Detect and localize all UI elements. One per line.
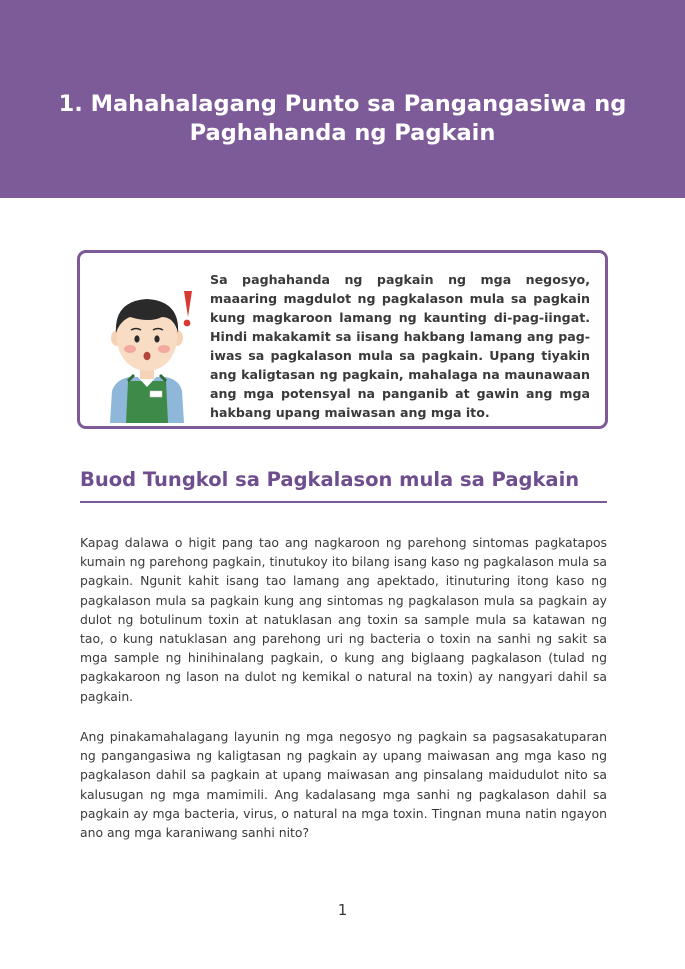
section-divider bbox=[80, 501, 607, 503]
intro-callout-text: Sa paghahanda ng pagkain ng mga negosyo, maaaring magdulot ng pagkalason mula sa pagkain kung magkaroon lamang ng kaunting di-pag-iingat. Hindi makakamit sa iisang hakbang lamang ang pag-iwas sa pagkalason mula sa pagkain. Upang tiyakin ang kaligtasan ng pagkain, mahalaga na maunawaan ang mga potensyal na panganib at gawin ang mga hakbang upang maiwasan ang mga ito. bbox=[210, 272, 590, 420]
page-number: 1 bbox=[337, 901, 348, 919]
worried-worker-illustration bbox=[100, 283, 195, 423]
header-banner bbox=[0, 0, 685, 198]
page-title: 1. Mahahalagang Punto sa Pangangasiwa ng Paghahanda ng Pagkain bbox=[58, 91, 627, 146]
body-paragraph-1: Kapag dalawa o higit pang tao ang nagkaroon ng parehong sintomas pagkatapos kumain ng parehong pagkain, tinutukoy ito bilang isang kaso ng pagkalason mula sa pagkain. Ngunit kahit isang tao lamang ang apektado, itinuturing itong kaso ng pagkalason mula sa pagkain kung ang sintomas ng pagkalason mula sa pagkain ay dulot ng botulinum toxin at natuklasan ang toxin sa sample mula sa katawan ng tao, o kung natuklasan ang parehong uri ng bacteria o toxin na sanhi ng sakit sa mga sample ng hinihinalang pagkain, o kung ang biglaang pagkalason (tulad ng pagkakaroon ng lason na dulot ng kemikal o natural na toxin) ay nangyari dahil sa pagkain. bbox=[80, 535, 607, 704]
section-title: Buod Tungkol sa Pagkalason mula sa Pagkain bbox=[80, 468, 580, 491]
intro-callout-box bbox=[77, 250, 608, 429]
body-paragraph-2: Ang pinakamahalagang layunin ng mga negosyo ng pagkain sa pagsasakatuparan ng pangangasiwa ng kaligtasan ng pagkain ay upang maiwasan ang mga kaso ng pagkalason dahil sa pagkain at upang maiwasan ang pinsalang maidudulot nito sa kalusugan ng mga mamimili. Ang kadalasang mga sanhi ng pagkalason dahil sa pagkain ay mga bacteria, virus, o natural na mga toxin. Tingnan muna natin ngayon ano ang mga karaniwang sanhi nito? bbox=[80, 729, 607, 841]
